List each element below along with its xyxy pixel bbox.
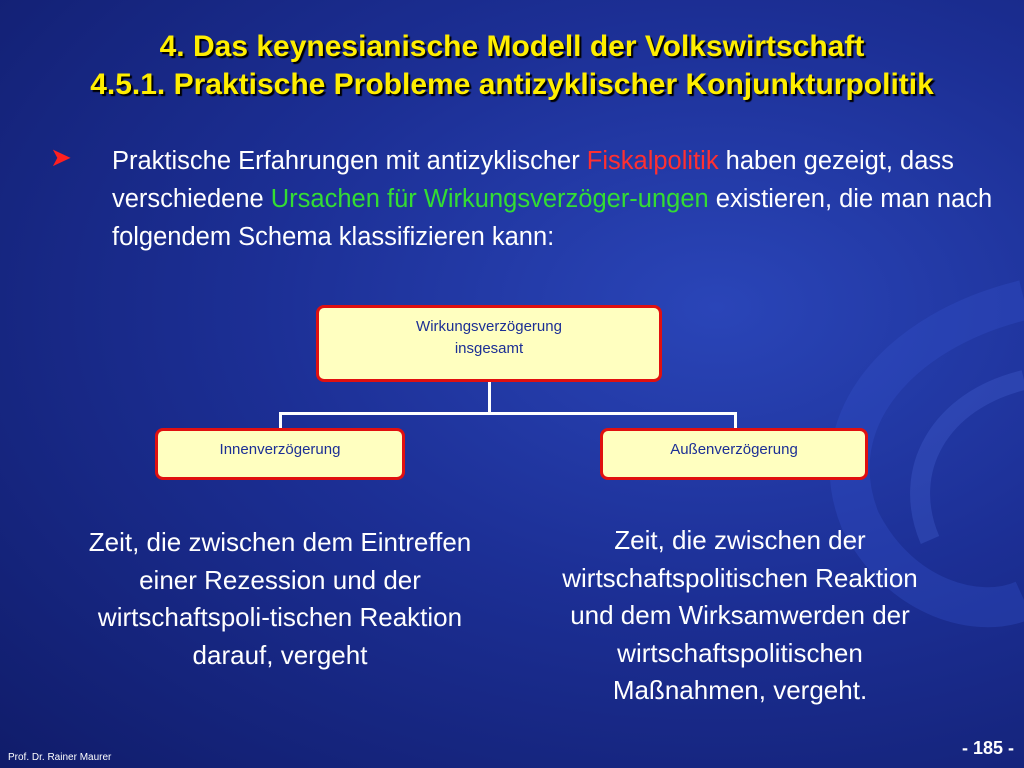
highlight-fiskalpolitik: Fiskalpolitik [586, 147, 719, 175]
slide-title [0, 28, 1024, 104]
arrow-bullet-icon: ➤ [50, 142, 72, 172]
connector-vertical-root [488, 382, 491, 414]
title-line-1: 4. Das keynesianische Modell der Volkswirtschaft [159, 30, 865, 63]
description-innenverzoegerung: Zeit, die zwischen dem Eintreffen einer Rezession und der wirtschaftspoli-tischen Reaktion darauf, vergeht [88, 527, 472, 670]
connector-vertical-left [279, 412, 282, 429]
footer-author: Prof. Dr. Rainer Maurer [8, 752, 112, 763]
title-line-2: 4.5.1. Praktische Probleme antizyklischer Konjunkturpolitik [90, 68, 934, 101]
child-box-aussenverzoegerung: Außenverzögerung [600, 428, 868, 480]
bullet-text-part-3: existieren, die man nach folgendem Schema klassifizieren kann: [112, 185, 993, 251]
child-box-innenverzoegerung: Innenverzögerung [155, 428, 405, 480]
root-box-line-2: insgesamt [454, 340, 524, 357]
bullet-text-part-1: Praktische Erfahrungen mit antizyklischer [112, 147, 587, 175]
bullet-text [112, 142, 1017, 256]
bullet-text-part-2: haben gezeigt, dass verschiedene [112, 147, 954, 213]
highlight-ursachen: Ursachen für Wirkungsverzöger-ungen [270, 185, 709, 213]
connector-vertical-right [734, 412, 737, 429]
description-aussenverzoegerung: Zeit, die zwischen der wirtschaftspolitischen Reaktion und dem Wirksamwerden der wirtschaftspolitischen Maßnahmen, vergeht. [562, 525, 918, 705]
root-box-line-1: Wirkungsverzögerung [416, 318, 562, 335]
root-box-wirkungsverzoegerung [316, 305, 662, 382]
page-number: - 185 - [961, 738, 1014, 758]
connector-horizontal [279, 412, 737, 415]
